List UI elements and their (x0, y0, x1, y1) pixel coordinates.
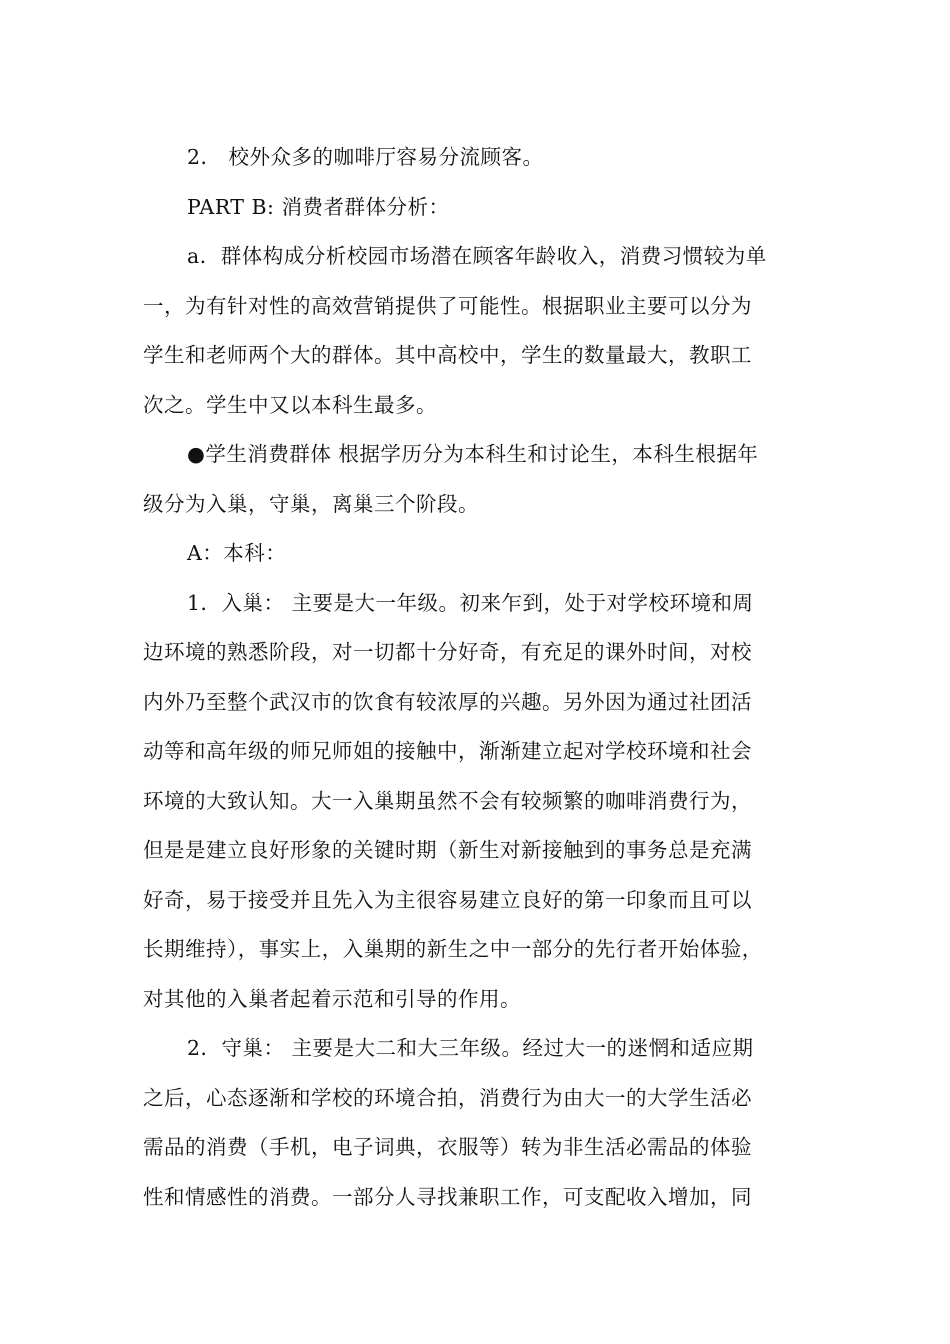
text-line: 边环境的熟悉阶段，对一切都十分好奇，有充足的课外时间，对校 (143, 640, 752, 664)
document-body (143, 133, 823, 1222)
text-line: 但是是建立良好形象的关键时期（新生对新接触到的事务总是充满 (143, 838, 752, 862)
text-line: 动等和高年级的师兄师姐的接触中，渐渐建立起对学校环境和社会 (143, 739, 752, 763)
text-line: 2． 校外众多的咖啡厅容易分流顾客。 (187, 145, 544, 169)
text-line: 次之。学生中又以本科生最多。 (143, 392, 437, 417)
text-line: 一，为有针对性的高效营销提供了可能性。根据职业主要可以分为 (143, 293, 752, 318)
text-line: 好奇，易于接受并且先入为主很容易建立良好的第一印象而且可以 (143, 887, 752, 912)
text-line: 环境的大致认知。大一入巢期虽然不会有较频繁的咖啡消费行为， (143, 788, 752, 813)
text-line: A：本科： (187, 541, 287, 565)
text-line: 性和情感性的消费。一部分人寻找兼职工作，可支配收入增加，同 (143, 1184, 752, 1209)
text-line: 1．入巢： 主要是大一年级。初来乍到，处于对学校环境和周 (187, 590, 754, 615)
text-line: 之后，心态逐渐和学校的环境合拍，消费行为由大一的大学生活必 (143, 1085, 752, 1110)
text-line: 2．守巢： 主要是大二和大三年级。经过大一的迷惘和适应期 (187, 1036, 754, 1060)
text-line: 内外乃至整个武汉市的饮食有较浓厚的兴趣。另外因为通过社团活 (143, 689, 752, 714)
text-line: ●学生消费群体 根据学历分为本科生和讨论生，本科生根据年 (187, 442, 759, 466)
text-line: 级分为入巢，守巢，离巢三个阶段。 (143, 491, 479, 516)
text-line: 需品的消费（手机，电子词典，衣服等）转为非生活必需品的体验 (143, 1135, 752, 1159)
text-line: 学生和老师两个大的群体。其中高校中，学生的数量最大，教职工 (143, 343, 752, 367)
text-line: a．群体构成分析校园市场潜在顾客年龄收入，消费习惯较为单 (187, 244, 767, 268)
text-line: 对其他的入巢者起着示范和引导的作用。 (143, 986, 521, 1011)
text-line: 长期维持），事实上，入巢期的新生之中一部分的先行者开始体验， (143, 937, 763, 961)
text-line: PART B: 消费者群体分析： (187, 194, 450, 219)
